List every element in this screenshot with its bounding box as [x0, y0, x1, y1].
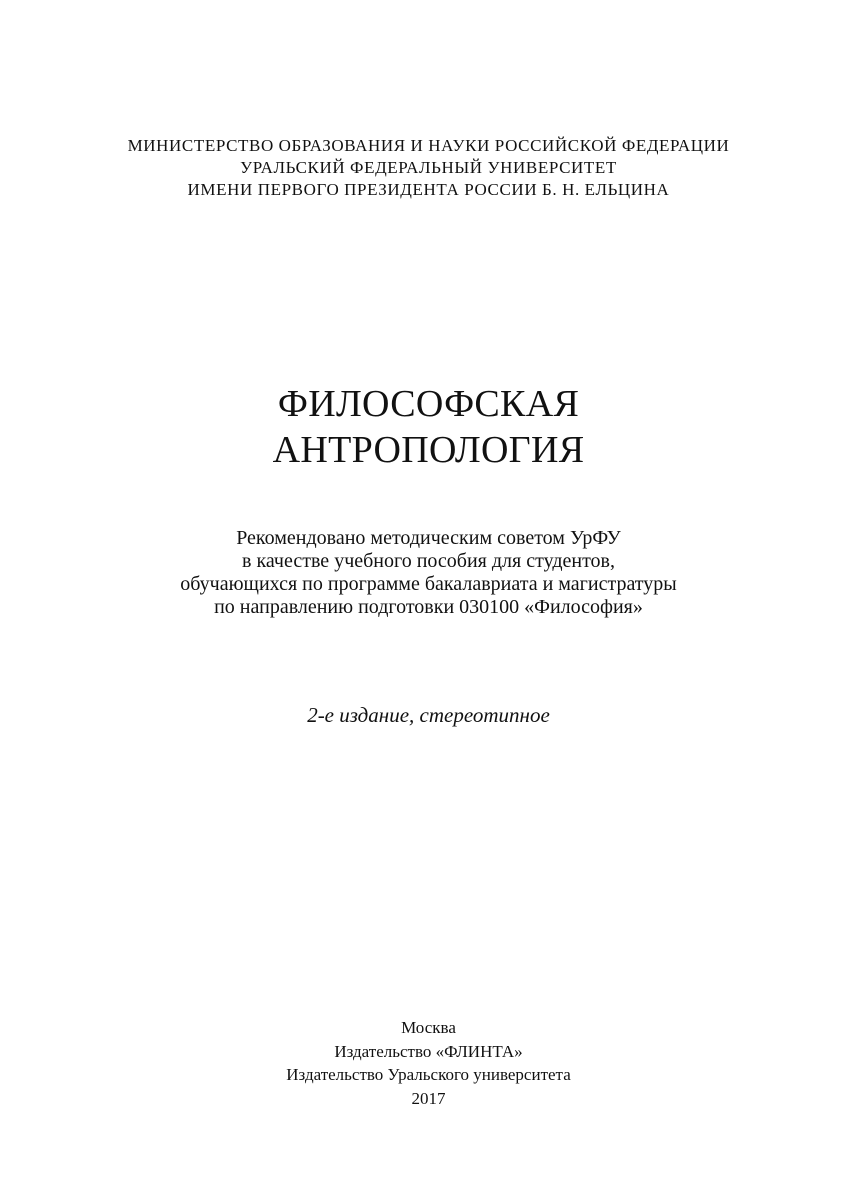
title-line-1: ФИЛОСОФСКАЯ	[277, 383, 580, 425]
imprint-publisher-1: Издательство «ФЛИНТА»	[334, 1041, 523, 1061]
recommendation-text	[0, 527, 857, 619]
recommendation-line-4: по направлению подготовки 030100 «Философия»	[214, 596, 643, 618]
edition-note	[0, 702, 857, 728]
institution-header	[0, 135, 857, 201]
recommendation-line-3: обучающихся по программе бакалавриата и магистратуры	[180, 573, 677, 595]
imprint-publisher-2: Издательство Уральского университета	[286, 1065, 571, 1084]
recommendation-line-1: Рекомендовано методическим советом УрФУ	[236, 527, 621, 549]
imprint-year: 2017	[411, 1088, 446, 1108]
title-line-2: АНТРОПОЛОГИЯ	[272, 429, 585, 471]
publisher-imprint	[0, 1016, 857, 1110]
recommendation-line-2: в качестве учебного пособия для студентов,	[242, 550, 615, 572]
book-title	[0, 381, 857, 473]
university-line: УРАЛЬСКИЙ ФЕДЕРАЛЬНЫЙ УНИВЕРСИТЕТ	[240, 158, 617, 177]
university-name-line: ИМЕНИ ПЕРВОГО ПРЕЗИДЕНТА РОССИИ Б. Н. ЕЛЬЦИНА	[187, 180, 670, 199]
ministry-line: МИНИСТЕРСТВО ОБРАЗОВАНИЯ И НАУКИ РОССИЙСКОЙ ФЕДЕРАЦИИ	[127, 136, 730, 155]
imprint-city: Москва	[401, 1018, 456, 1037]
edition-text: 2-е издание, стереотипное	[307, 703, 550, 727]
